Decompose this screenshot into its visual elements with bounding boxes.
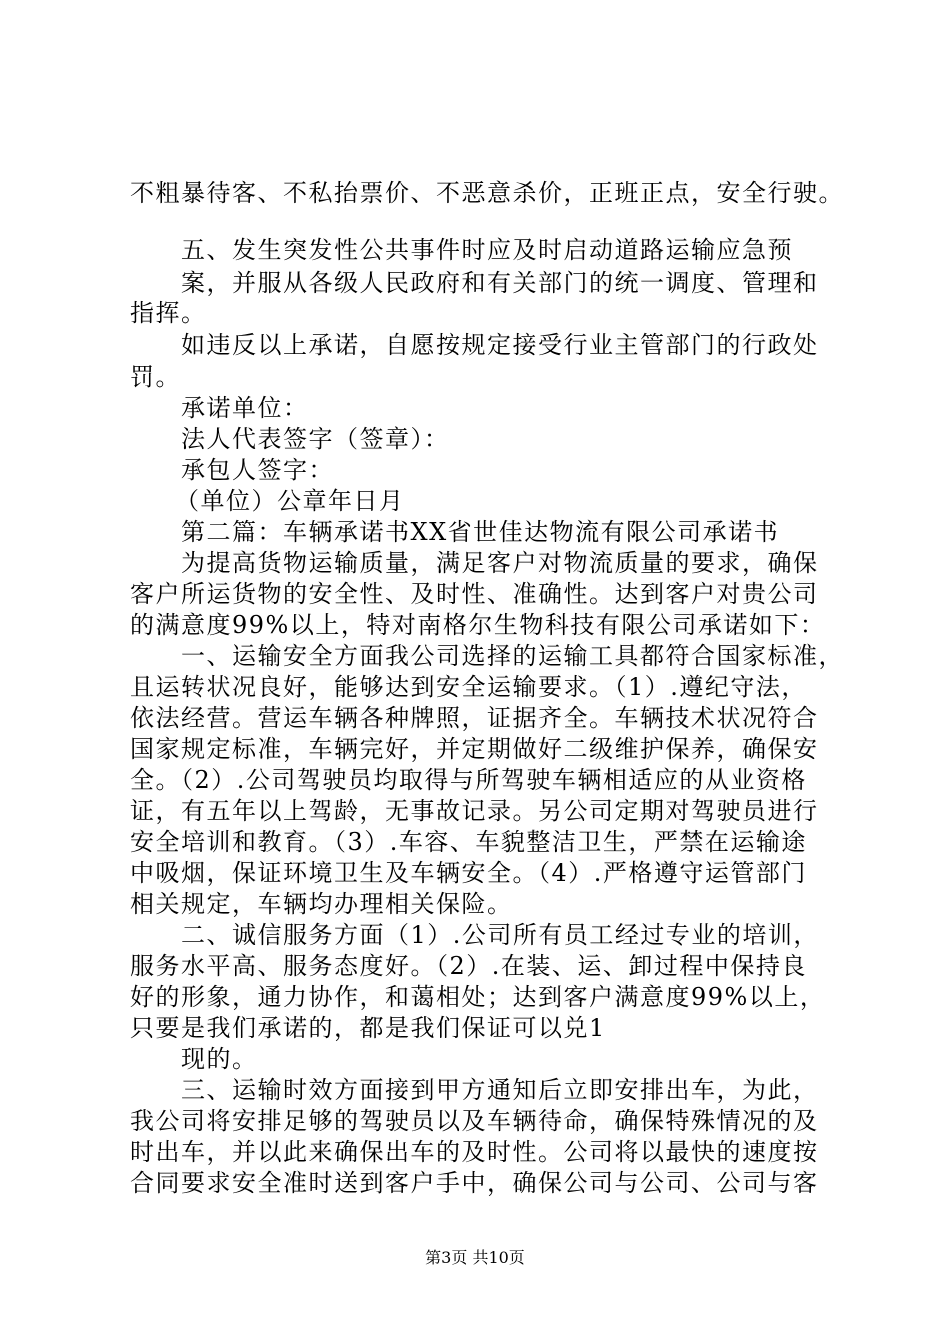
text-line: 为提高货物运输质量，满足客户对物流质量的要求，确保	[181, 549, 819, 577]
text-line: 全。（2）.公司驾驶员均取得与所驾驶车辆相适应的从业资格	[130, 766, 807, 794]
text-line: 好的形象，通力协作，和蔼相处；达到客户满意度99%以上，	[130, 983, 826, 1011]
text-line: 指挥。	[130, 299, 207, 327]
text-line: 不粗暴待客、不私抬票价、不恶意杀价，正班正点，安全行驶。	[130, 179, 844, 207]
text-line: 只要是我们承诺的，都是我们保证可以兑1	[130, 1014, 606, 1042]
page-number-footer: 第3页 共10页	[425, 1248, 525, 1267]
text-line: 法人代表签字（签章）：	[181, 425, 450, 453]
text-line: 且运转状况良好，能够达到安全运输要求。（1）.遵纪守法，	[130, 673, 807, 701]
text-line: 时出车，并以此来确保出车的及时性。公司将以最快的速度按	[130, 1138, 819, 1166]
text-line: 承诺单位：	[181, 394, 309, 422]
text-line: 现的。	[181, 1045, 258, 1073]
text-line: 三、运输时效方面接到甲方通知后立即安排出车，为此，	[181, 1076, 819, 1104]
text-line: 二、诚信服务方面（1）.公司所有员工经过专业的培训，	[181, 921, 819, 949]
text-line: 服务水平高、服务态度好。（2）.在装、运、卸过程中保持良	[130, 952, 807, 980]
text-line: 一、运输安全方面我公司选择的运输工具都符合国家标准，	[181, 642, 844, 670]
text-line: 五、发生突发性公共事件时应及时启动道路运输应急预	[181, 236, 793, 264]
text-line: 合同要求安全准时送到客户手中，确保公司与公司、公司与客	[130, 1169, 819, 1197]
text-line: 罚。	[130, 363, 181, 391]
text-line: 安全培训和教育。（3）.车容、车貌整洁卫生，严禁在运输途	[130, 828, 807, 856]
text-line: 客户所运货物的安全性、及时性、准确性。达到客户对贵公司	[130, 580, 819, 608]
text-line: 中吸烟，保证环境卫生及车辆安全。（4）.严格遵守运管部门	[130, 859, 807, 887]
section-heading: 第二篇：车辆承诺书XX省世佳达物流有限公司承诺书	[181, 518, 780, 546]
text-line: 的满意度99%以上，特对南格尔生物科技有限公司承诺如下：	[130, 611, 826, 639]
text-line: 案，并服从各级人民政府和有关部门的统一调度、管理和	[181, 269, 819, 297]
text-line: （单位）公章年日月	[175, 487, 405, 515]
text-line: 如违反以上承诺，自愿按规定接受行业主管部门的行政处	[181, 331, 819, 359]
text-line: 我公司将安排足够的驾驶员以及车辆待命，确保特殊情况的及	[130, 1107, 819, 1135]
text-line: 证，有五年以上驾龄，无事故记录。另公司定期对驾驶员进行	[130, 797, 819, 825]
text-line: 相关规定，车辆均办理相关保险。	[130, 890, 513, 918]
text-line: 依法经营。营运车辆各种牌照，证据齐全。车辆技术状况符合	[130, 704, 819, 732]
text-line: 承包人签字：	[181, 456, 334, 484]
text-line: 国家规定标准，车辆完好，并定期做好二级维护保养，确保安	[130, 735, 819, 763]
